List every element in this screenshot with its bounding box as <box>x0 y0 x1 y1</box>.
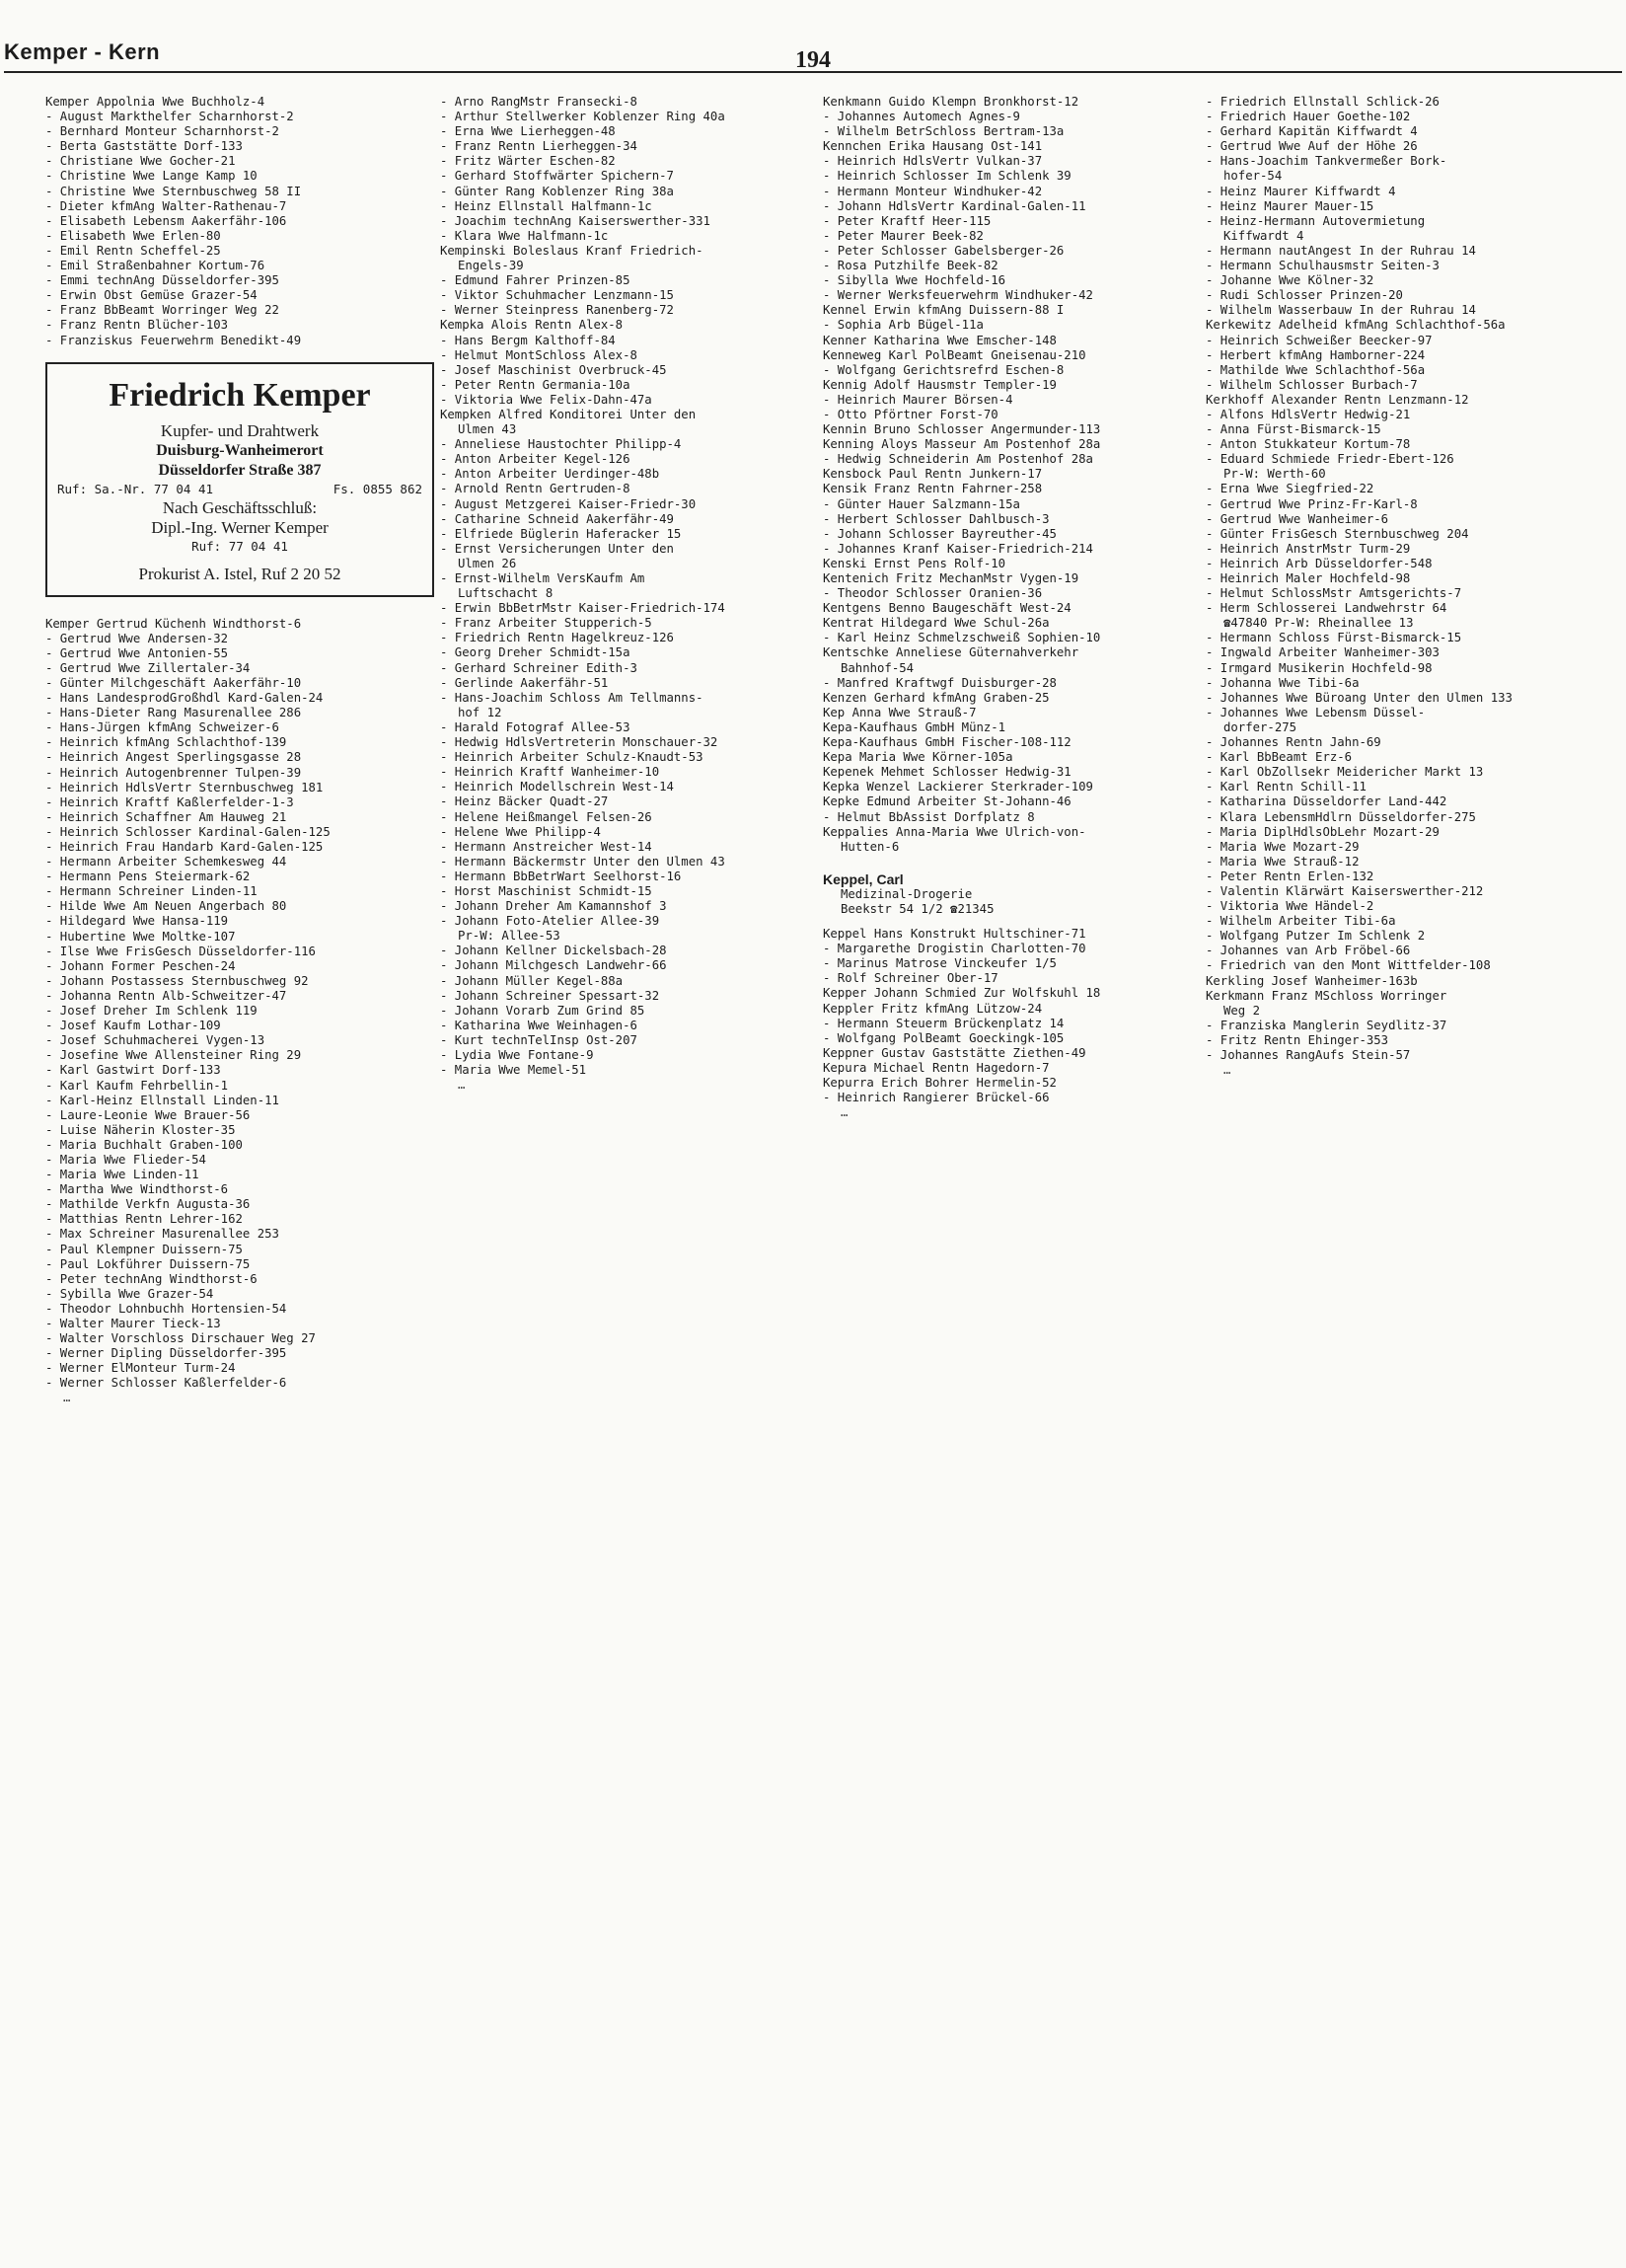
directory-entry: - August Markthelfer Scharnhorst-2 <box>45 110 294 124</box>
directory-entry: - Maria DiplHdlsObLehr Mozart-29 <box>1206 824 1440 839</box>
directory-entry: - Wilhelm Schlosser Burbach-7 <box>1206 377 1418 392</box>
directory-entry: - Joachim technAng Kaiserswerther-331 <box>440 213 710 228</box>
directory-entry: - Hermann BbBetrWart Seelhorst-16 <box>440 869 682 883</box>
directory-entry: - Hermann nautAngest In der Ruhrau 14 <box>1206 243 1476 258</box>
directory-entry: Kennig Adolf Hausmstr Templer-19 <box>823 377 1057 392</box>
directory-entry-continuation: Weg 2 <box>1223 1003 1261 1018</box>
directory-entry: - Max Schreiner Masurenallee 253 <box>45 1227 279 1242</box>
directory-entry: - Fritz Rentn Ehinger-353 <box>1206 1032 1389 1047</box>
directory-entry: - Hans-Dieter Rang Masurenallee 286 <box>45 706 302 720</box>
ad-business: Kupfer- und Drahtwerk <box>160 420 320 440</box>
directory-entry: - Manfred Kraftwgf Duisburger-28 <box>823 675 1057 690</box>
directory-entry: - Friedrich van den Mont Wittfelder-108 <box>1206 958 1491 973</box>
ad-company-name: Friedrich Kemper <box>109 376 371 414</box>
directory-entry: - Günter Rang Koblenzer Ring 38a <box>440 184 674 198</box>
directory-entry: - Viktor Schuhmacher Lenzmann-15 <box>440 288 674 303</box>
directory-entry: - Werner Schlosser Kaßlerfelder-6 <box>45 1376 287 1391</box>
directory-entry: - Peter Rentn Germania-10a <box>440 377 630 392</box>
directory-entry: - Peter Maurer Beek-82 <box>823 228 984 243</box>
directory-entry: - Peter Kraftf Heer-115 <box>823 213 992 228</box>
directory-entry: - Irmgard Musikerin Hochfeld-98 <box>1206 660 1433 675</box>
directory-entry: - Erna Wwe Siegfried-22 <box>1206 482 1374 496</box>
directory-entry-continuation: Bahnhof-54 <box>841 660 915 675</box>
directory-entry: - Hermann Pens Steiermark-62 <box>45 869 251 884</box>
directory-entry: Kerkmann Franz MSchloss Worringer <box>1206 988 1447 1003</box>
directory-entry: - Hermann Steuerm Brückenplatz 14 <box>823 1016 1065 1030</box>
directory-entry: - Werner Steinpress Ranenberg-72 <box>440 303 674 318</box>
directory-entry-continuation: Pr-W: Allee-53 <box>458 929 560 944</box>
directory-entry: - Arno RangMstr Fransecki-8 <box>440 95 637 109</box>
directory-entry: - Klara LebensmHdlrn Düsseldorfer-275 <box>1206 809 1476 824</box>
directory-entry: - Laure-Leonie Wwe Brauer-56 <box>45 1107 251 1122</box>
directory-entry: - Maria Wwe Linden-11 <box>45 1168 199 1182</box>
directory-entry: - Helmut MontSchloss Alex-8 <box>440 347 637 362</box>
directory-entry: - Heinrich Schlosser Kardinal-Galen-125 <box>45 824 331 839</box>
directory-entry: - Viktoria Wwe Felix-Dahn-47a <box>440 392 652 407</box>
directory-entry: Kentenich Fritz MechanMstr Vygen-19 <box>823 571 1079 585</box>
directory-entry: Kenzen Gerhard kfmAng Graben-25 <box>823 690 1050 705</box>
featured-listing <box>823 872 1194 917</box>
directory-entry: - Erna Wwe Lierheggen-48 <box>440 124 616 139</box>
directory-entry: - Gertrud Wwe Antonien-55 <box>45 645 229 660</box>
page-number: 194 <box>795 47 831 73</box>
directory-entry: - Rudi Schlosser Prinzen-20 <box>1206 288 1403 303</box>
directory-entry-continuation: Ulmen 43 <box>458 422 517 437</box>
directory-entry: - Wilhelm BetrSchloss Bertram-13a <box>823 124 1065 139</box>
directory-entry: Kepke Edmund Arbeiter St-Johann-46 <box>823 794 1072 809</box>
entry-list <box>45 95 434 348</box>
directory-entry: - Klara Wwe Halfmann-1c <box>440 228 609 243</box>
directory-entry: - Maria Wwe Flieder-54 <box>45 1152 206 1167</box>
directory-entry: Kensik Franz Rentn Fahrner-258 <box>823 482 1043 496</box>
directory-entry: - Johann Vorarb Zum Grind 85 <box>440 1003 645 1018</box>
directory-entry: - Arnold Rentn Gertruden-8 <box>440 482 630 496</box>
directory-entry: - Catharine Schneid Aakerfähr-49 <box>440 511 674 526</box>
directory-entry: - Elfriede Büglerin Haferacker 15 <box>440 526 682 541</box>
directory-entry: - Karl-Heinz Ellnstall Linden-11 <box>45 1093 279 1107</box>
directory-entry: - Hedwig HdlsVertreterin Monschauer-32 <box>440 735 718 750</box>
directory-entry: - Heinrich kfmAng Schlachthof-139 <box>45 735 287 750</box>
directory-entry: - Rosa Putzhilfe Beek-82 <box>823 259 998 273</box>
directory-entry: Kerkhoff Alexander Rentn Lenzmann-12 <box>1206 392 1469 407</box>
directory-entry: - Franz Rentn Blücher-103 <box>45 318 229 333</box>
directory-entry: - Johann Müller Kegel-88a <box>440 973 624 988</box>
directory-entry: - Gertrud Wwe Zillertaler-34 <box>45 660 251 675</box>
directory-entry: - Hans LandesprodGroßhdl Kard-Galen-24 <box>45 691 324 706</box>
directory-entry: - Heinrich Modellschrein West-14 <box>440 780 674 794</box>
featured-listing-name: Keppel, Carl <box>823 870 904 887</box>
directory-entry: Keppner Gustav Gaststätte Ziethen-49 <box>823 1045 1086 1060</box>
directory-entry: - Hildegard Wwe Hansa-119 <box>45 914 229 929</box>
directory-entry-continuation: Luftschacht 8 <box>458 586 554 601</box>
directory-entry: - Friedrich Rentn Hagelkreuz-126 <box>440 631 674 645</box>
directory-entry: - Johann Schlosser Bayreuther-45 <box>823 526 1057 541</box>
directory-entry: - Anton Arbeiter Uerdinger-48b <box>440 467 660 482</box>
directory-entry: - Heinrich HdlsVertr Sternbuschweg 181 <box>45 780 324 794</box>
directory-entry: Kentschke Anneliese Güternahverkehr <box>823 645 1079 660</box>
directory-entry: - Hans-Jürgen kfmAng Schweizer-6 <box>45 720 279 735</box>
directory-entry: - Heinrich Schaffner Am Hauweg 21 <box>45 809 287 824</box>
directory-entry: - Ilse Wwe FrisGesch Düsseldorfer-116 <box>45 944 316 958</box>
directory-entry: - Harald Fotograf Allee-53 <box>440 719 630 734</box>
directory-entry: - Otto Pförtner Forst-70 <box>823 407 998 421</box>
directory-entry: Kensbock Paul Rentn Junkern-17 <box>823 467 1043 482</box>
ad-street: Düsseldorfer Straße 387 <box>158 461 322 479</box>
directory-entry-continuation: Engels-39 <box>458 259 524 273</box>
directory-entry: - Johann Postassess Sternbuschweg 92 <box>45 973 309 988</box>
directory-entry: - Erwin BbBetrMstr Kaiser-Friedrich-174 <box>440 601 725 616</box>
directory-entry: - Johann Kellner Dickelsbach-28 <box>440 944 667 958</box>
directory-entry: - Mathilde Verkfn Augusta-36 <box>45 1197 251 1212</box>
directory-entry: - Hermann Schreiner Linden-11 <box>45 884 258 899</box>
directory-entry: Kepa-Kaufhaus GmbH Münz-1 <box>823 719 1006 734</box>
directory-entry: - Peter Rentn Erlen-132 <box>1206 869 1374 883</box>
directory-entry: - Paul Lokführer Duissern-75 <box>45 1256 251 1271</box>
directory-entry: - Horst Maschinist Schmidt-15 <box>440 883 652 898</box>
directory-entry: - Johannes Rentn Jahn-69 <box>1206 735 1381 750</box>
directory-entry: - Christiane Wwe Gocher-21 <box>45 154 236 169</box>
directory-entry: - Kurt technTelInsp Ost-207 <box>440 1032 637 1047</box>
directory-entry: Kepka Wenzel Lackierer Sterkrader-109 <box>823 780 1093 794</box>
directory-entry: - Christine Wwe Sternbuschweg 58 II <box>45 184 302 198</box>
directory-entry: Kennchen Erika Hausang Ost-141 <box>823 139 1043 154</box>
directory-entry: - Anton Stukkateur Kortum-78 <box>1206 437 1411 452</box>
directory-entry: Kemper Gertrud Küchenh Windthorst-6 <box>45 616 302 631</box>
directory-entry: - Helmut BbAssist Dorfplatz 8 <box>823 809 1035 824</box>
directory-entry: - Katharina Wwe Weinhagen-6 <box>440 1018 637 1032</box>
directory-entry: - Johann Milchgesch Landwehr-66 <box>440 958 667 973</box>
directory-entry: - Viktoria Wwe Händel-2 <box>1206 899 1374 914</box>
directory-entry: - Gerhard Kapitän Kiffwardt 4 <box>1206 124 1418 139</box>
directory-entry: - Heinrich Schweißer Beecker-97 <box>1206 333 1433 347</box>
directory-entry: - Heinrich Rangierer Brückel-66 <box>823 1091 1050 1105</box>
directory-entry: - Heinrich Arb Düsseldorfer-548 <box>1206 556 1433 570</box>
directory-entry: Kenner Katharina Wwe Emscher-148 <box>823 333 1057 347</box>
directory-entry: - Johann HdlsVertr Kardinal-Galen-11 <box>823 198 1086 213</box>
directory-entry: - Anna Fürst-Bismarck-15 <box>1206 422 1381 437</box>
directory-entry-continuation: dorfer-275 <box>1223 719 1297 734</box>
directory-entry-continuation: Pr-W: Werth-60 <box>1223 467 1326 482</box>
featured-listing-address: Beekstr 54 1/2 ☎21345 <box>841 901 995 916</box>
entry-list <box>45 617 434 1392</box>
directory-entry: - Johann Dreher Am Kamannshof 3 <box>440 899 667 914</box>
directory-entry: - Johannes Automech Agnes-9 <box>823 110 1020 124</box>
directory-entry: - Hermann Anstreicher West-14 <box>440 839 652 854</box>
directory-entry: - Martha Wwe Windthorst-6 <box>45 1182 229 1197</box>
directory-entry: - Matthias Rentn Lehrer-162 <box>45 1212 243 1227</box>
directory-entry: Kepenek Mehmet Schlosser Hedwig-31 <box>823 765 1072 780</box>
column-2 <box>440 95 813 2256</box>
directory-entry: Kempka Alois Rentn Alex-8 <box>440 318 624 333</box>
directory-entry: - Rolf Schreiner Ober-17 <box>823 971 998 986</box>
directory-entry: - Wolfgang Putzer Im Schlenk 2 <box>1206 929 1426 944</box>
directory-entry: - Eduard Schmiede Friedr-Ebert-126 <box>1206 452 1454 467</box>
directory-entry: - Friedrich Hauer Goethe-102 <box>1206 110 1411 124</box>
directory-entry: - Ernst-Wilhelm VersKaufm Am <box>440 571 645 585</box>
directory-entry: - Günter FrisGesch Sternbuschweg 204 <box>1206 526 1469 541</box>
directory-entry: - Helene Heißmangel Felsen-26 <box>440 809 652 824</box>
directory-entry: - Johann Former Peschen-24 <box>45 958 236 973</box>
directory-entry: - Franz Arbeiter Stupperich-5 <box>440 616 652 631</box>
directory-entry: - Helmut SchlossMstr Amtsgerichts-7 <box>1206 586 1462 601</box>
directory-entry-continuation: ☎47840 Pr-W: Rheinallee 13 <box>1223 616 1414 631</box>
directory-entry: Kep Anna Wwe Strauß-7 <box>823 705 977 719</box>
directory-entry-continuation: hof 12 <box>458 705 502 719</box>
column-4 <box>1206 95 1602 2256</box>
directory-entry: - Günter Hauer Salzmann-15a <box>823 496 1020 511</box>
directory-entry: Kenning Aloys Masseur Am Postenhof 28a <box>823 437 1101 452</box>
column-1 <box>45 95 434 2256</box>
directory-entry: - Josef Maschinist Overbruck-45 <box>440 362 667 377</box>
directory-entry-continuation: hofer-54 <box>1223 169 1283 184</box>
directory-entry: - Ernst Versicherungen Unter den <box>440 541 674 556</box>
directory-entry: Kepa-Kaufhaus GmbH Fischer-108-112 <box>823 735 1072 750</box>
directory-entry: - Walter Maurer Tieck-13 <box>45 1317 221 1330</box>
ad-telex: Fs. 0855 862 <box>333 481 422 496</box>
ad-contact-phone <box>53 538 426 556</box>
directory-entry: - Heinrich Frau Handarb Kard-Galen-125 <box>45 840 324 854</box>
directory-entry: - Berta Gaststätte Dorf-133 <box>45 139 243 154</box>
directory-entry: - Georg Dreher Schmidt-15a <box>440 645 630 660</box>
directory-entry: - Karl Heinz Schmelzschweiß Sophien-10 <box>823 631 1101 645</box>
directory-entry: - Sophia Arb Bügel-11a <box>823 318 984 333</box>
directory-entry-continuation: Hutten-6 <box>841 839 900 854</box>
directory-entry-continuation: Kiffwardt 4 <box>1223 228 1304 243</box>
directory-entry: - Wilhelm Wasserbauw In der Ruhrau 14 <box>1206 303 1476 318</box>
directory-entry: - Johann Schreiner Spessart-32 <box>440 988 660 1003</box>
directory-entry: - Katharina Düsseldorfer Land-442 <box>1206 794 1447 809</box>
ad-location: Duisburg-Wanheimerort <box>156 441 324 459</box>
directory-entry: - Gerhard Schreiner Edith-3 <box>440 660 637 675</box>
directory-entry: - Hermann Schloss Fürst-Bismarck-15 <box>1206 631 1462 645</box>
directory-entry: - Emmi technAng Düsseldorfer-395 <box>45 273 279 288</box>
directory-entry: - Arthur Stellwerker Koblenzer Ring 40a <box>440 110 725 124</box>
directory-entry: - Alfons HdlsVertr Hedwig-21 <box>1206 407 1411 421</box>
directory-entry: - Hans-Joachim Tankvermeßer Bork- <box>1206 154 1447 169</box>
directory-entry: - Herm Schlosserei Landwehrstr 64 <box>1206 601 1447 616</box>
directory-entry: - Heinrich AnstrMstr Turm-29 <box>1206 541 1411 556</box>
entry-list <box>440 95 813 1078</box>
directory-entry: Kentgens Benno Baugeschäft West-24 <box>823 601 1072 616</box>
directory-entry: - Fritz Wärter Eschen-82 <box>440 154 616 169</box>
page-header <box>0 0 1626 89</box>
directory-entry: - Heinrich Kraftf Kaßlerfelder-1-3 <box>45 794 294 809</box>
directory-entry: - Johannes Wwe Lebensm Düssel- <box>1206 705 1426 719</box>
directory-entry: - Erwin Obst Gemüse Grazer-54 <box>45 288 258 303</box>
directory-entry: - Herbert kfmAng Hamborner-224 <box>1206 347 1426 362</box>
directory-entry: - Gertrud Wwe Prinz-Fr-Karl-8 <box>1206 496 1418 511</box>
directory-entry: - August Metzgerei Kaiser-Friedr-30 <box>440 496 697 511</box>
continuation-marker: … <box>1223 1063 1231 1078</box>
directory-entry: - Bernhard Monteur Scharnhorst-2 <box>45 124 279 139</box>
directory-entry-continuation: Ulmen 26 <box>458 556 517 570</box>
directory-entry: - Mathilde Wwe Schlachthof-56a <box>1206 362 1426 377</box>
directory-entry: - Heinz-Hermann Autovermietung <box>1206 213 1426 228</box>
directory-entry: - Hilde Wwe Am Neuen Angerbach 80 <box>45 899 287 914</box>
directory-entry: - Maria Buchhalt Graben-100 <box>45 1137 243 1152</box>
directory-entry: - Hermann Bäckermstr Unter den Ulmen 43 <box>440 854 725 869</box>
directory-entry: - Maria Wwe Strauß-12 <box>1206 854 1360 869</box>
directory-entry: - Josef Schuhmacherei Vygen-13 <box>45 1033 265 1048</box>
directory-entry: - Margarethe Drogistin Charlotten-70 <box>823 942 1086 956</box>
directory-entry: - Helene Wwe Philipp-4 <box>440 824 601 839</box>
directory-entry: - Hermann Arbeiter Schemkesweg 44 <box>45 855 287 869</box>
directory-entry: - Theodor Schlosser Oranien-36 <box>823 586 1043 601</box>
directory-entry: - Franziskus Feuerwehrm Benedikt-49 <box>45 333 302 347</box>
directory-entry: - Johanne Wwe Kölner-32 <box>1206 273 1374 288</box>
directory-entry: Kemper Appolnia Wwe Buchholz-4 <box>45 95 265 109</box>
directory-entry: - Luise Näherin Kloster-35 <box>45 1122 236 1137</box>
directory-entry: - Emil Straßenbahner Kortum-76 <box>45 259 265 273</box>
directory-entry: - Hubertine Wwe Moltke-107 <box>45 929 236 944</box>
directory-entry: - Günter Milchgeschäft Aakerfähr-10 <box>45 675 302 690</box>
featured-listing-business: Medizinal-Drogerie <box>841 886 973 901</box>
directory-entry: - Hermann Monteur Windhuker-42 <box>823 184 1043 198</box>
directory-entry: - Heinrich Autogenbrenner Tulpen-39 <box>45 765 302 780</box>
directory-entry: Kentrat Hildegard Wwe Schul-26a <box>823 616 1050 631</box>
directory-entry: - Dieter kfmAng Walter-Rathenau-7 <box>45 198 287 213</box>
directory-entry: Keppalies Anna-Maria Wwe Ulrich-von- <box>823 824 1086 839</box>
directory-entry: - Heinz Maurer Kiffwardt 4 <box>1206 184 1396 198</box>
directory-entry: - Peter technAng Windthorst-6 <box>45 1271 258 1286</box>
directory-entry: - Franz Rentn Lierheggen-34 <box>440 139 637 154</box>
directory-entry: - Valentin Klärwärt Kaiserswerther-212 <box>1206 883 1484 898</box>
directory-entry: - Johannes Wwe Büroang Unter den Ulmen 133 <box>1206 690 1513 705</box>
directory-entry: - Karl BbBeamt Erz-6 <box>1206 750 1353 765</box>
directory-entry: - Josef Dreher Im Schlenk 119 <box>45 1004 258 1019</box>
directory-entry: - Johannes Kranf Kaiser-Friedrich-214 <box>823 541 1093 556</box>
directory-entry: - Sybilla Wwe Grazer-54 <box>45 1286 214 1301</box>
directory-entry: - Maria Wwe Memel-51 <box>440 1063 587 1078</box>
directory-entry: - Gertrud Wwe Auf der Höhe 26 <box>1206 139 1418 154</box>
running-head: Kemper - Kern <box>4 39 161 64</box>
directory-entry: Kepa Maria Wwe Körner-105a <box>823 750 1013 765</box>
directory-entry: - Josefine Wwe Allensteiner Ring 29 <box>45 1048 302 1063</box>
directory-entry: - Johannes RangAufs Stein-57 <box>1206 1048 1411 1062</box>
directory-entry: - Hans-Joachim Schloss Am Tellmanns- <box>440 690 703 705</box>
directory-entry: - Christine Wwe Lange Kamp 10 <box>45 169 258 184</box>
directory-entry: - Werner ElMonteur Turm-24 <box>45 1361 236 1376</box>
directory-entry: - Marinus Matrose Vinckeufer 1/5 <box>823 956 1057 971</box>
directory-entry: Kenkmann Guido Klempn Bronkhorst-12 <box>823 95 1079 109</box>
directory-entry: - Heinz Maurer Mauer-15 <box>1206 198 1374 213</box>
directory-entry: - Karl Gastwirt Dorf-133 <box>45 1063 221 1078</box>
directory-entry: - Heinrich Angest Sperlingsgasse 28 <box>45 750 302 765</box>
directory-entry: Kepper Johann Schmied Zur Wolfskuhl 18 <box>823 986 1101 1001</box>
directory-entry: - Heinrich Maurer Börsen-4 <box>823 392 1013 407</box>
directory-entry: Kenneweg Karl PolBeamt Gneisenau-210 <box>823 347 1086 362</box>
advertisement-box <box>45 362 434 597</box>
directory-entry: - Wilhelm Arbeiter Tibi-6a <box>1206 914 1396 929</box>
directory-entry: - Karl ObZollsekr Meidericher Markt 13 <box>1206 765 1484 780</box>
ad-contact-name: Dipl.-Ing. Werner Kemper <box>151 517 329 537</box>
directory-entry: - Heinrich Arbeiter Schulz-Knaudt-53 <box>440 750 703 765</box>
directory-entry: Keppler Fritz kfmAng Lützow-24 <box>823 1001 1043 1016</box>
directory-entry: Kempken Alfred Konditorei Unter den <box>440 407 697 421</box>
column-3 <box>823 95 1194 2256</box>
directory-entry: Kepura Michael Rentn Hagedorn-7 <box>823 1060 1050 1075</box>
directory-entry: Kerkling Josef Wanheimer-163b <box>1206 973 1418 988</box>
directory-entry: - Hans Bergm Kalthoff-84 <box>440 333 616 347</box>
directory-entry: Kempinski Boleslaus Kranf Friedrich- <box>440 243 703 258</box>
directory-entry: - Karl Kaufm Fehrbellin-1 <box>45 1078 229 1093</box>
directory-entry: - Herbert Schlosser Dahlbusch-3 <box>823 511 1050 526</box>
directory-entry: - Heinrich Kraftf Wanheimer-10 <box>440 765 660 780</box>
directory-entry: - Josef Kaufm Lothar-109 <box>45 1019 221 1033</box>
directory-entry: - Johanna Rentn Alb-Schweitzer-47 <box>45 988 287 1003</box>
directory-entry: Kerkewitz Adelheid kfmAng Schlachthof-56a <box>1206 318 1506 333</box>
ad-phone-row <box>53 481 426 498</box>
directory-entry: - Werner Dipling Düsseldorfer-395 <box>45 1346 287 1361</box>
directory-entry: - Anneliese Haustochter Philipp-4 <box>440 437 682 452</box>
directory-entry: - Paul Klempner Duissern-75 <box>45 1242 243 1256</box>
directory-entry: - Maria Wwe Mozart-29 <box>1206 839 1360 854</box>
entry-list <box>823 927 1194 1105</box>
directory-entry: - Hedwig Schneiderin Am Postenhof 28a <box>823 452 1093 467</box>
directory-entry: Kennel Erwin kfmAng Duissern-88 I <box>823 303 1065 318</box>
directory-entry: - Walter Vorschloss Dirschauer Weg 27 <box>45 1331 316 1346</box>
directory-entry: - Hermann Schulhausmstr Seiten-3 <box>1206 259 1440 273</box>
directory-entry: - Wolfgang PolBeamt Goeckingk-105 <box>823 1030 1065 1045</box>
header-rule <box>4 71 1622 73</box>
directory-entry: Kenski Ernst Pens Rolf-10 <box>823 556 1006 570</box>
directory-entry: - Heinrich Schlosser Im Schlenk 39 <box>823 169 1072 184</box>
ad-prokurist: Prokurist A. Istel, Ruf 2 20 52 <box>138 564 341 583</box>
directory-entry: - Edmund Fahrer Prinzen-85 <box>440 273 630 288</box>
directory-entry: - Gerhard Stoffwärter Spichern-7 <box>440 169 674 184</box>
directory-entry: - Gerlinde Aakerfähr-51 <box>440 675 609 690</box>
continuation-marker: … <box>63 1391 71 1405</box>
directory-entry: - Gertrud Wwe Wanheimer-6 <box>1206 511 1389 526</box>
directory-entry: - Ingwald Arbeiter Wanheimer-303 <box>1206 645 1440 660</box>
directory-entry: - Sibylla Wwe Hochfeld-16 <box>823 273 1006 288</box>
directory-entry: - Friedrich Ellnstall Schlick-26 <box>1206 95 1440 109</box>
directory-entry: - Theodor Lohnbuchh Hortensien-54 <box>45 1301 287 1316</box>
directory-entry: - Karl Rentn Schill-11 <box>1206 780 1367 794</box>
directory-entry: - Heinrich Maler Hochfeld-98 <box>1206 571 1411 585</box>
directory-entry: - Lydia Wwe Fontane-9 <box>440 1048 594 1062</box>
directory-entry: - Emil Rentn Scheffel-25 <box>45 243 221 258</box>
directory-entry: - Elisabeth Lebensm Aakerfähr-106 <box>45 213 287 228</box>
directory-entry: - Heinz Bäcker Quadt-27 <box>440 794 609 809</box>
entry-list <box>1206 95 1602 1063</box>
directory-entry: - Anton Arbeiter Kegel-126 <box>440 452 630 467</box>
continuation-marker: … <box>458 1078 466 1093</box>
directory-entry: - Johannes van Arb Fröbel-66 <box>1206 944 1411 958</box>
directory-entry: - Heinrich HdlsVertr Vulkan-37 <box>823 154 1043 169</box>
directory-entry: - Wolfgang Gerichtsrefrd Eschen-8 <box>823 362 1065 377</box>
directory-entry: - Johann Foto-Atelier Allee-39 <box>440 914 660 929</box>
directory-entry: - Franz BbBeamt Worringer Weg 22 <box>45 303 279 318</box>
directory-entry: - Gertrud Wwe Andersen-32 <box>45 631 229 645</box>
directory-entry: Kennin Bruno Schlosser Angermunder-113 <box>823 422 1101 437</box>
directory-entry: - Peter Schlosser Gabelsberger-26 <box>823 243 1065 258</box>
directory-entry: - Johanna Wwe Tibi-6a <box>1206 675 1360 690</box>
ad-contact-phone-text: Ruf: 77 04 41 <box>191 538 288 554</box>
directory-entry: - Heinz Ellnstall Halfmann-1c <box>440 198 652 213</box>
directory-entry: Kepurra Erich Bohrer Hermelin-52 <box>823 1076 1057 1090</box>
directory-entry: - Franziska Manglerin Seydlitz-37 <box>1206 1018 1447 1032</box>
directory-entry: - Elisabeth Wwe Erlen-80 <box>45 228 221 243</box>
ad-phone: Ruf: Sa.-Nr. 77 04 41 <box>57 481 214 496</box>
directory-entry: Keppel Hans Konstrukt Hultschiner-71 <box>823 927 1086 942</box>
entry-list <box>823 95 1194 855</box>
continuation-marker: … <box>841 1105 849 1120</box>
ad-after-hours: Nach Geschäftsschluß: <box>162 497 318 517</box>
directory-entry: - Werner Werksfeuerwehrm Windhuker-42 <box>823 288 1093 303</box>
